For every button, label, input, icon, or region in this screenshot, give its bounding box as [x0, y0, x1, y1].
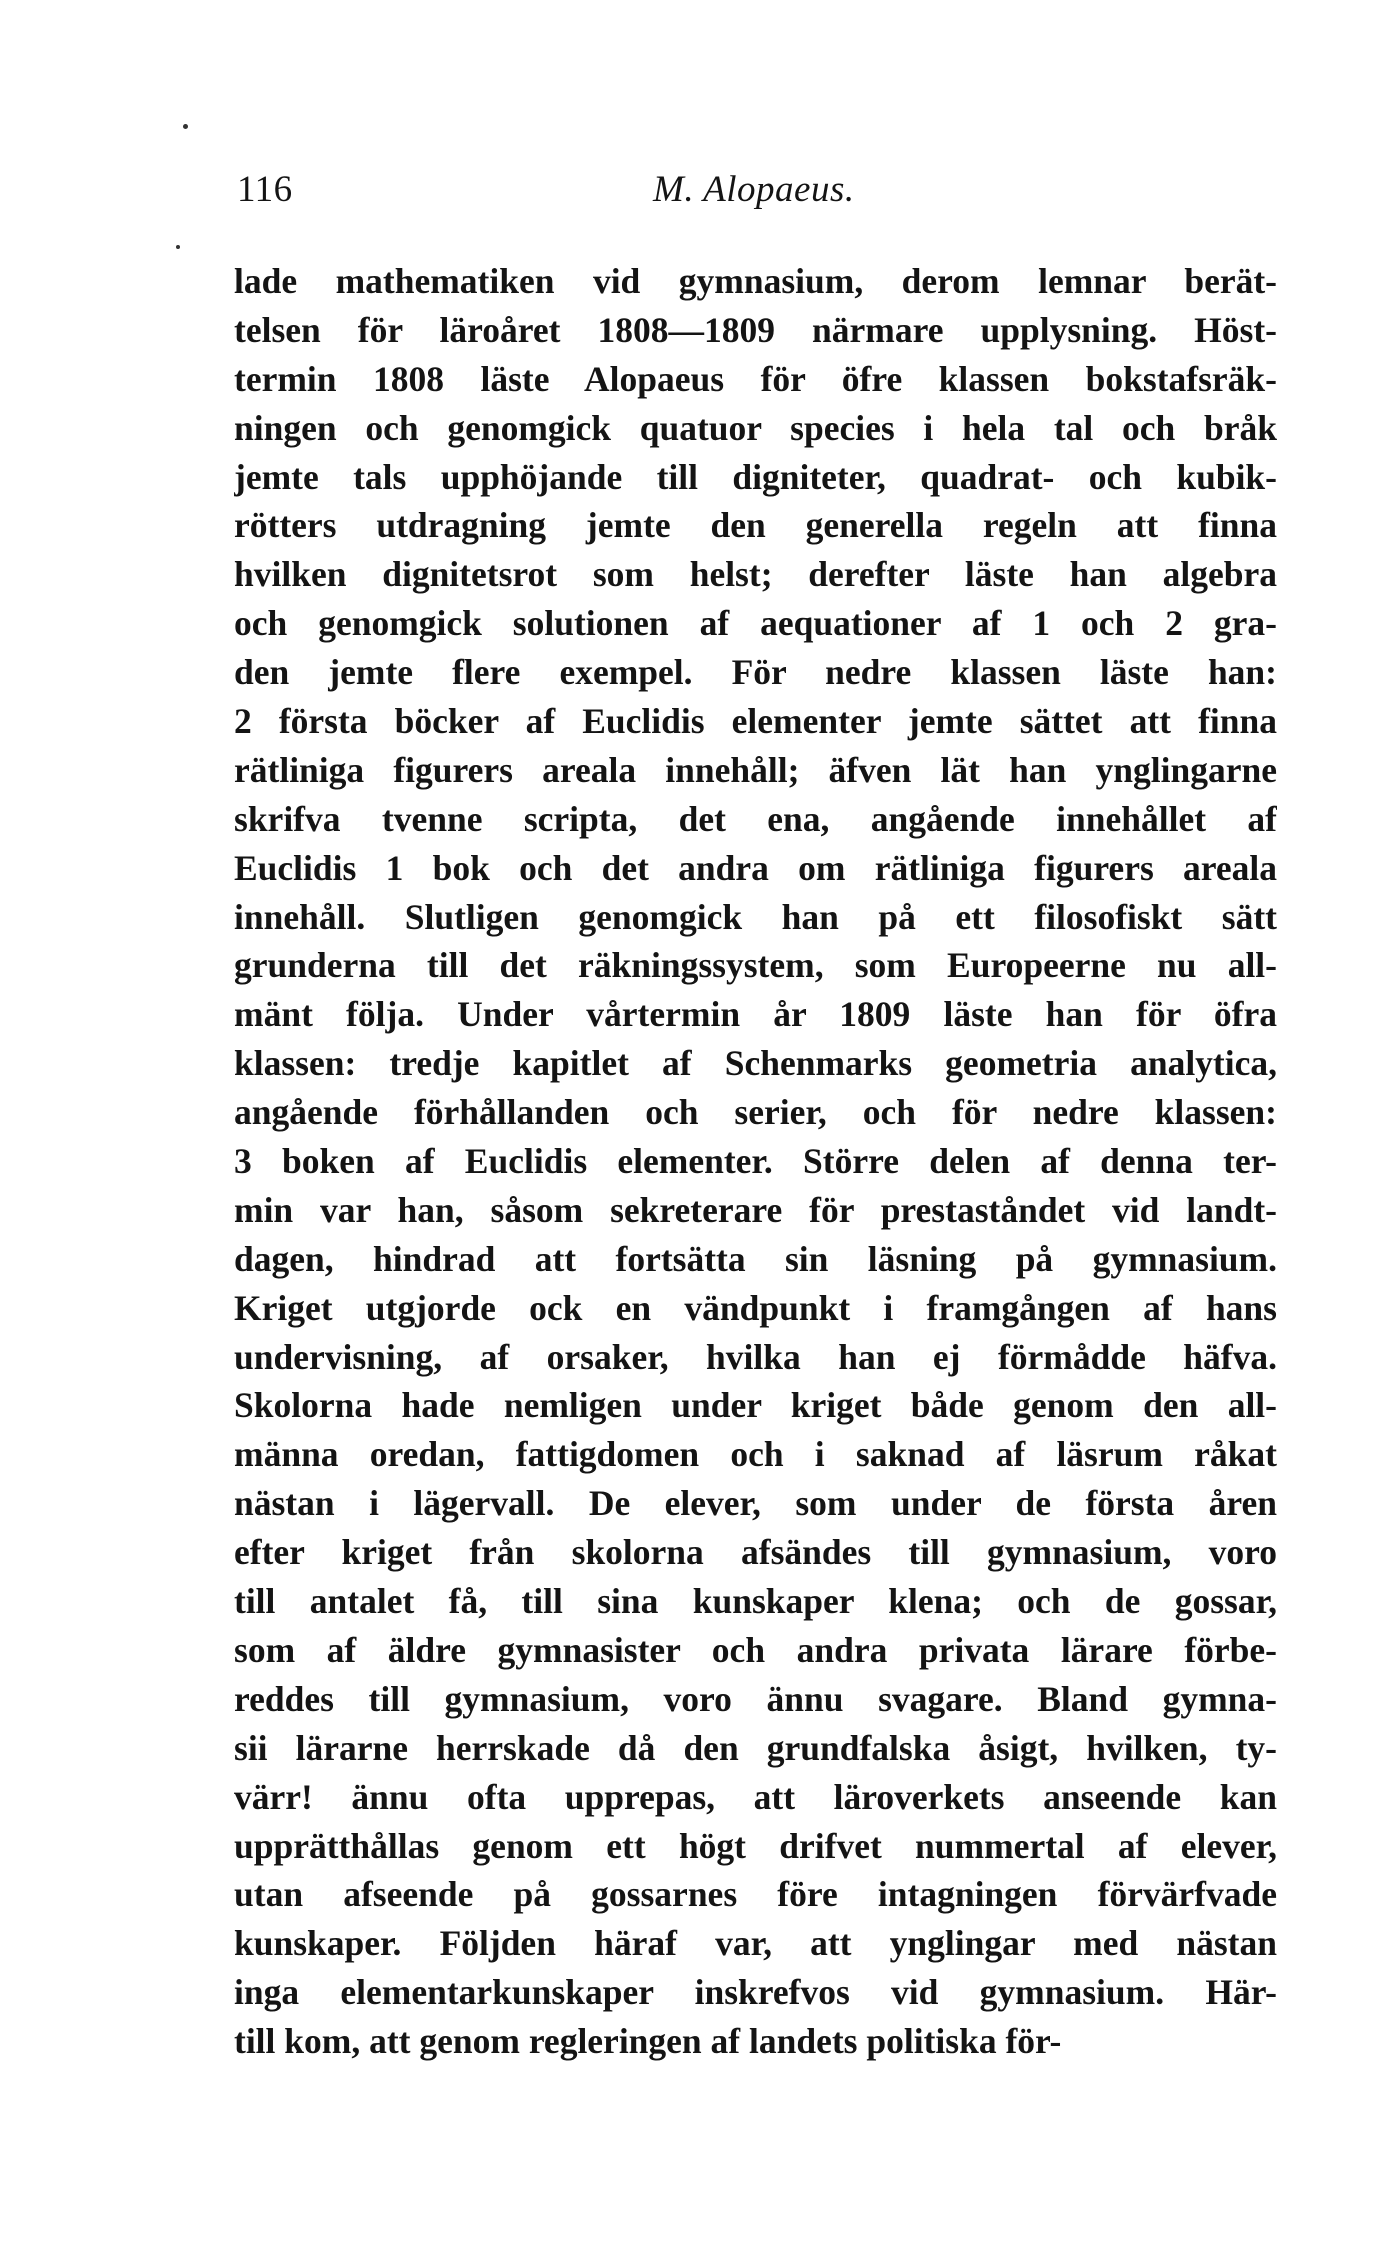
text-line: Euclidis 1 bok och det andra om rätliniga figurers areala: [234, 847, 1277, 888]
text-line: nästan i lägervall. De elever, som under de första åren: [234, 1483, 1277, 1524]
text-line: angående förhållanden och serier, och för nedre klassen:: [234, 1092, 1277, 1133]
text-line: kunskaper. Följden häraf var, att ynglingar med nästan: [234, 1923, 1277, 1964]
text-line: termin 1808 läste Alopaeus för öfre klassen bokstafsräk-: [234, 358, 1277, 399]
running-head: M. Alopaeus.: [653, 169, 855, 210]
text-line: mänt följa. Under vårtermin år 1809 läste han för öfra: [234, 994, 1277, 1035]
text-line: dagen, hindrad att fortsätta sin läsning på gymnasium.: [234, 1238, 1277, 1279]
text-line: rötters utdragning jemte den generella regeln att finna: [234, 505, 1277, 546]
text-line: klassen: tredje kapitlet af Schenmarks geometria analytica,: [234, 1043, 1277, 1084]
text-line: innehåll. Slutligen genomgick han på ett filosofiskt sätt: [234, 896, 1277, 937]
text-line: den jemte flere exempel. För nedre klassen läste han:: [234, 652, 1277, 693]
text-line: undervisning, af orsaker, hvilka han ej förmådde häfva.: [234, 1336, 1277, 1377]
text-line: utan afseende på gossarnes före intagningen förvärfvade: [234, 1874, 1277, 1915]
text-line: ningen och genomgick quatuor species i hela tal och bråk: [234, 407, 1277, 448]
text-line: sii lärarne herrskade då den grundfalska åsigt, hvilken, ty-: [234, 1727, 1277, 1768]
text-line: min var han, såsom sekreterare för prestaståndet vid landt-: [234, 1189, 1277, 1230]
page-number: 116: [237, 169, 293, 210]
text-line: som af äldre gymnasister och andra privata lärare förbe-: [234, 1629, 1277, 1670]
page-header: [237, 168, 1277, 228]
text-line: 2 första böcker af Euclidis elementer jemte sättet att finna: [234, 701, 1277, 742]
text-line: männa oredan, fattigdomen och i saknad af läsrum råkat: [234, 1434, 1277, 1475]
text-line: till kom, att genom regleringen af landets politiska för-: [234, 2021, 1062, 2062]
text-line: Kriget utgjorde ock en vändpunkt i framgången af hans: [234, 1287, 1277, 1328]
text-line: värr! ännu ofta upprepas, att läroverkets anseende kan: [234, 1776, 1277, 1817]
text-line: upprätthållas genom ett högt drifvet nummertal af elever,: [234, 1825, 1277, 1866]
text-line: reddes till gymnasium, voro ännu svagare. Bland gymna-: [234, 1678, 1277, 1719]
body-text: [234, 257, 1277, 2066]
text-line: efter kriget från skolorna afsändes till gymnasium, voro: [234, 1532, 1277, 1573]
text-line: till antalet få, till sina kunskaper klena; och de gossar,: [234, 1581, 1277, 1622]
text-line: rätliniga figurers areala innehåll; äfven lät han ynglingarne: [234, 749, 1277, 790]
text-line: jemte tals upphöjande till digniteter, quadrat- och kubik-: [234, 456, 1277, 497]
text-line: och genomgick solutionen af aequationer af 1 och 2 gra-: [234, 603, 1277, 644]
text-line: skrifva tvenne scripta, det ena, angående innehållet af: [234, 798, 1277, 839]
print-speck: [183, 124, 188, 129]
text-line: lade mathematiken vid gymnasium, derom lemnar berät-: [234, 261, 1277, 301]
text-line: grunderna till det räkningssystem, som Europeerne nu all-: [234, 945, 1277, 986]
print-speck: [176, 245, 180, 249]
text-line: hvilken dignitetsrot som helst; derefter läste han algebra: [234, 554, 1277, 595]
text-line: telsen för läroåret 1808—1809 närmare upplysning. Höst-: [234, 309, 1277, 350]
text-line: Skolorna hade nemligen under kriget både genom den all-: [234, 1385, 1277, 1426]
text-line: inga elementarkunskaper inskrefvos vid gymnasium. Här-: [234, 1972, 1277, 2013]
text-line: 3 boken af Euclidis elementer. Större delen af denna ter-: [234, 1141, 1277, 1182]
